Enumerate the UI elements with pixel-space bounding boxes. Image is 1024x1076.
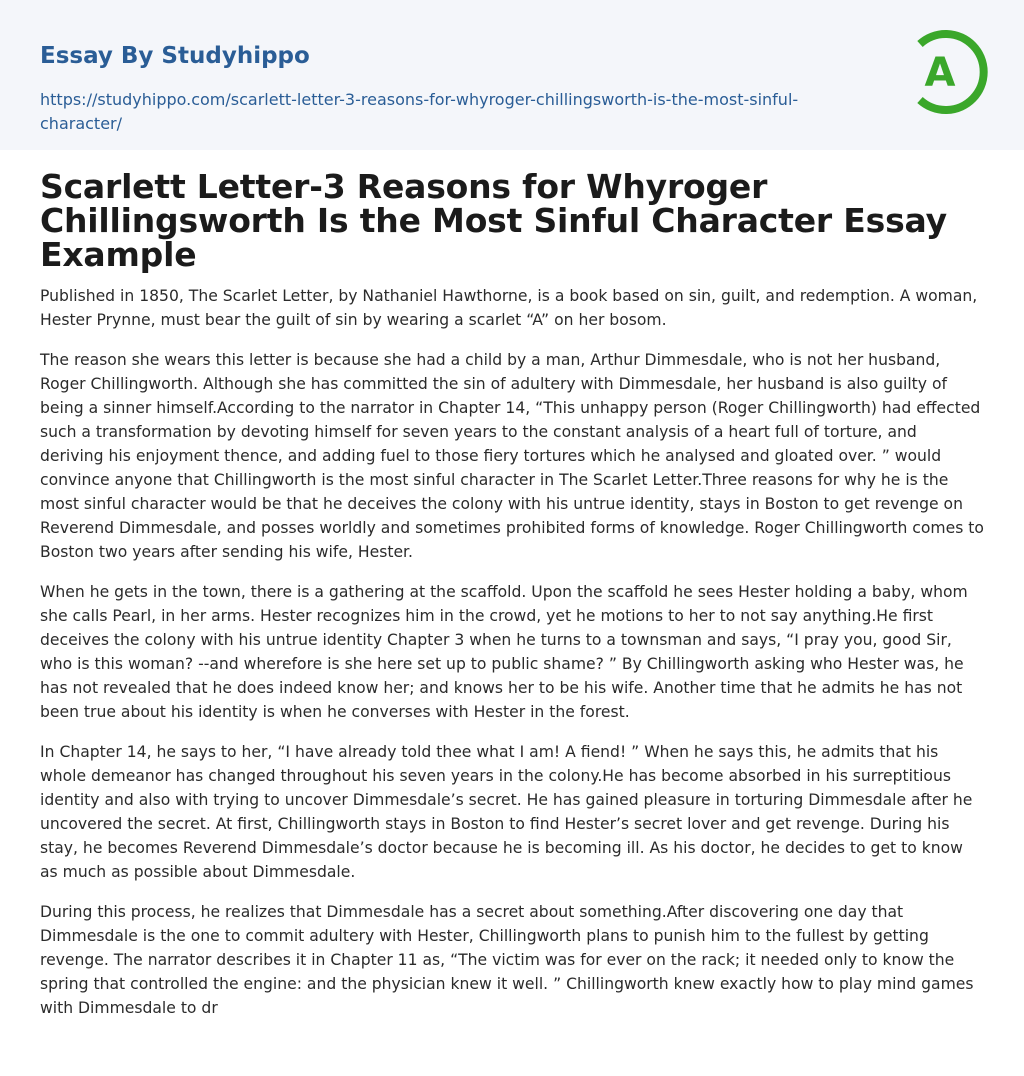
article-title: Scarlett Letter-3 Reasons for Whyroger Chillingsworth Is the Most Sinful Character Essay Example (40, 167, 947, 274)
svg-text:A: A (924, 50, 956, 96)
article-paragraph: When he gets in the town, there is a gathering at the scaffold. Upon the scaffold he sees Hester holding a baby, whom she calls Pearl, in her arms. Hester recognizes him in the crowd, yet he motions to her to not say anything.He first deceives the colony with his untrue identity Chapter 3 when he turns to a townsman and says, “I pray you, good Sir, who is this woman? --and wherefore is she here set up to public shame? ” By Chillingworth asking who Hester was, he has not revealed that he does indeed know her; and knows her to be his wife. Another time that he admits he has not been true about his identity is when he converses with Hester in the forest. (40, 583, 968, 721)
article-paragraph: Published in 1850, The Scarlet Letter, by Nathaniel Hawthorne, is a book based on sin, guilt, and redemption. A woman, Hester Prynne, must bear the guilt of sin by wearing a scarlet “A” on her bosom. (40, 287, 978, 329)
article-paragraph: In Chapter 14, he says to her, “I have already told thee what I am! A fiend! ” When he says this, he admits that his whole demeanor has changed throughout his seven years in the colony.He has become absorbed in his surreptitious identity and also with trying to uncover Dimmesdale’s secret. He has gained pleasure in torturing Dimmesdale after he uncovered the secret. At first, Chillingworth stays in Boston to find Hester’s secret lover and get revenge. During his stay, he becomes Reverend Dimmesdale’s doctor because he is becoming ill. As his doctor, he decides to get to know as much as possible about Dimmesdale. (40, 743, 973, 881)
site-name[interactable]: Essay By Studyhippo (40, 43, 310, 69)
article-paragraph: During this process, he realizes that Dimmesdale has a secret about something.After discovering one day that Dimmesdale is the one to commit adultery with Hester, Chillingworth plans to punish him to the fullest by getting revenge. The narrator describes it in Chapter 11 as, “The victim was for ever on the rack; it needed only to know the spring that controlled the engine: and the physician knew it well. ” Chillingworth knew exactly how to play mind games with Dimmesdale to dr (40, 903, 974, 1017)
article (0, 167, 1024, 1020)
site-header (0, 0, 1024, 150)
studyhippo-logo-icon[interactable] (910, 28, 988, 116)
article-paragraph: The reason she wears this letter is because she had a child by a man, Arthur Dimmesdale, who is not her husband, Roger Chillingworth. Although she has committed the sin of adultery with Dimmesdale, her husband is also guilty of being a sinner himself.According to the narrator in Chapter 14, “This unhappy person (Roger Chillingworth) had effected such a transformation by devoting himself for seven years to the constant analysis of a heart full of torture, and deriving his enjoyment thence, and adding fuel to those fiery tortures which he analysed and gloated over. ” would convince anyone that Chillingworth is the most sinful character in The Scarlet Letter.Three reasons for why he is the most sinful character would be that he deceives the colony with his untrue identity, stays in Boston to get revenge on Reverend Dimmesdale, and posses worldly and sometimes prohibited forms of knowledge. Roger Chillingworth comes to Boston two years after sending his wife, Hester. (40, 351, 984, 561)
page-url-link[interactable]: https://studyhippo.com/scarlett-letter-3-reasons-for-whyroger-chillingsworth-is-the-most-sinful-character/ (40, 90, 799, 133)
